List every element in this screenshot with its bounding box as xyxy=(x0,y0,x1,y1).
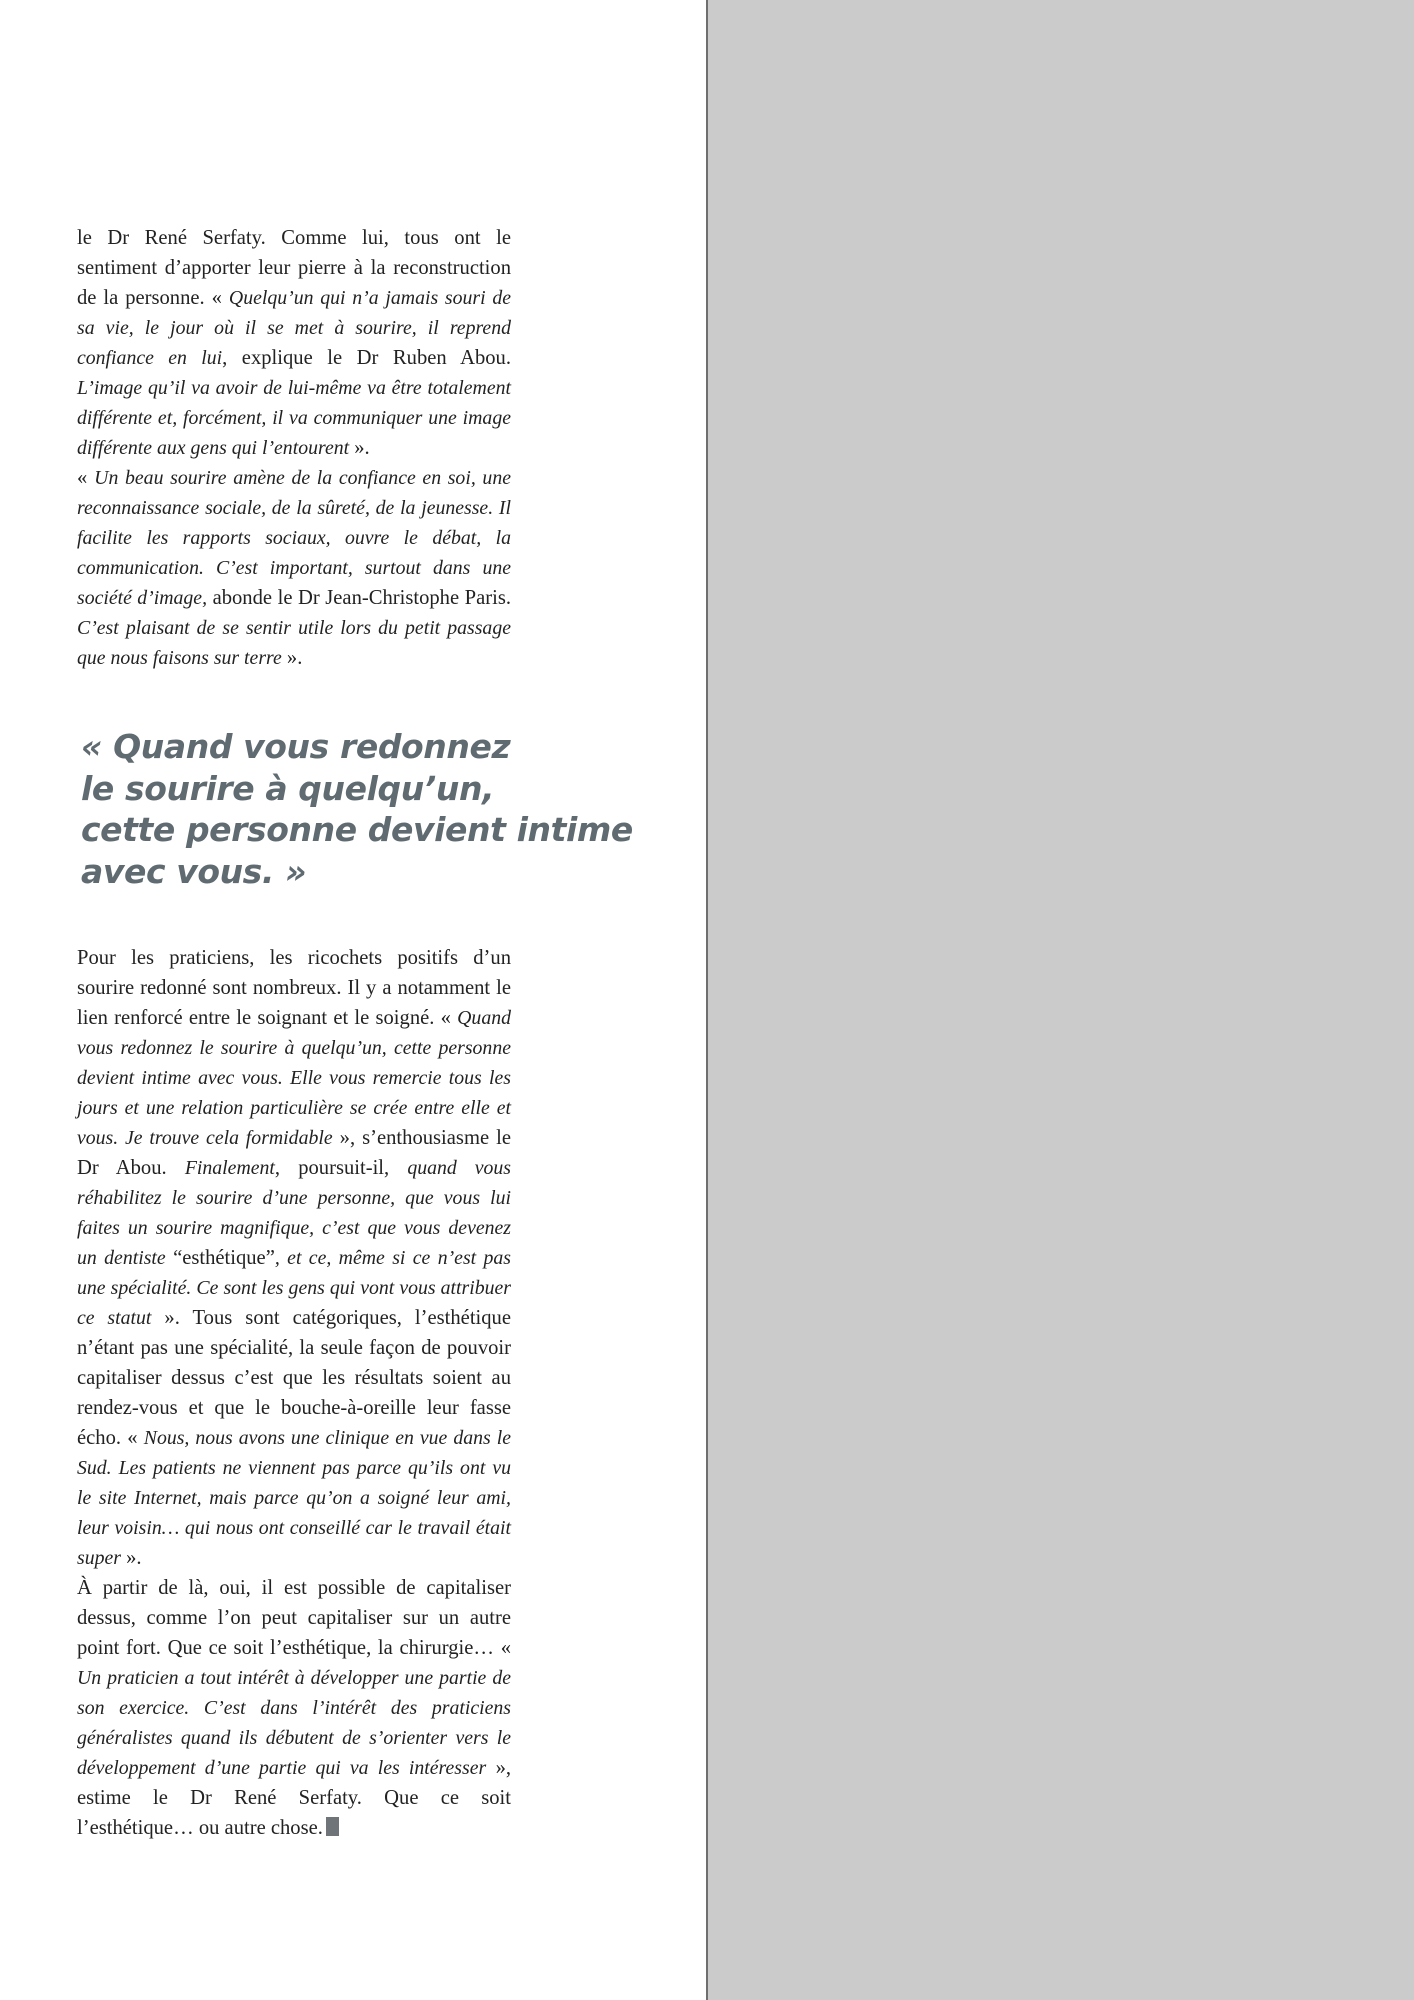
body-text: “esthétique” xyxy=(173,1247,275,1269)
quote-text: Un praticien a tout intérêt à développer une partie de son exercice. C’est dans l’intérêt des praticiens généralistes quand ils débutent de s’orienter vers le développement d’une partie qui va les intéresser xyxy=(77,1667,511,1779)
pull-quote xyxy=(81,726,633,892)
quote-text: L’image qu’il va avoir de lui-même va être totalement différente et, forcément, il va communiquer une image différente aux gens qui l’entourent xyxy=(77,377,511,459)
quote-text: C’est plaisant de se sentir utile lors du petit passage que nous faisons sur terre xyxy=(77,617,511,669)
body-text: », estime le Dr René Serfaty. Que ce soit l’esthétique… ou autre chose. xyxy=(77,1757,512,1839)
body-text: ». Tous sont catégoriques, l’esthétique n’étant pas une spécialité, la seule façon de pouvoir capitaliser dessus c’est que les résultats soient au rendez-vous et que le bouche-à-oreille leur fasse écho. « xyxy=(77,1307,511,1449)
pull-quote-line: avec vous. » xyxy=(81,851,307,891)
body-text: abonde le Dr Jean-Christophe Paris. xyxy=(207,587,511,609)
quote-text: Quelqu’un qui n’a jamais souri de sa vie, le jour où il se met à sourire, il reprend confiance en lui xyxy=(77,287,511,369)
text-page xyxy=(0,0,706,2000)
paragraph-practitioners xyxy=(77,943,511,1843)
body-text: », s’enthousiasme le Dr Abou. xyxy=(77,1127,511,1179)
body-text: , poursuit-il, xyxy=(274,1157,408,1179)
quote-text: , et ce, même si ce n’est pas une spécialité. Ce sont les gens qui vont vous attribuer ce statut xyxy=(77,1247,511,1329)
gray-side-panel xyxy=(706,0,1414,2000)
pull-quote-line: « Quand vous redonnez xyxy=(81,727,511,766)
quote-text: quand vous réhabilitez le sourire d’une personne, que vous lui faites un sourire magnifique, c’est que vous devenez un dentiste xyxy=(77,1157,511,1269)
pull-quote-line: le sourire à quelqu’un, xyxy=(81,768,495,808)
body-text: Pour les praticiens, les ricochets positifs d’un sourire redonné sont nombreux. Il y a notamment le lien renforcé entre le soignant et le soigné. « xyxy=(77,947,511,1029)
body-text: le Dr René Serfaty. Comme lui, tous ont le sentiment d’apporter leur pierre à la reconstruction de la personne. « xyxy=(77,227,511,309)
body-text: ». xyxy=(349,437,370,459)
paragraph-quotes-confidence xyxy=(77,223,511,673)
pull-quote-line: cette personne devient intime xyxy=(81,810,633,849)
quote-text: Nous, nous avons une clinique en vue dans le Sud. Les patients ne viennent pas parce qu’ils ont vu le site Internet, mais parce qu’on a soigné leur ami, leur voisin… qui nous ont conseillé car le travail était super xyxy=(77,1427,511,1569)
body-text: ». xyxy=(281,647,303,669)
quote-text: Quand vous redonnez le sourire à quelqu’un, cette personne devient intime avec vous. Elle vous remercie tous les jours et une relation particulière se crée entre elle et vous. Je trouve cela formidable xyxy=(77,1007,511,1149)
body-text: , explique le Dr Ruben Abou. xyxy=(222,347,512,369)
body-text: ». xyxy=(120,1547,142,1569)
quote-text: Un beau sourire amène de la confiance en soi, une reconnaissance sociale, de la sûreté, de la jeunesse. Il facilite les rapports sociaux, ouvre le débat, la communication. C’est important, surtout dans une société d’image, xyxy=(77,467,511,609)
body-text: « xyxy=(77,467,95,489)
body-text: À partir de là, oui, il est possible de capitaliser dessus, comme l’on peut capitaliser sur un autre point fort. Que ce soit l’esthétique, la chirurgie… « xyxy=(77,1577,511,1659)
quote-text: Finalement xyxy=(184,1157,275,1179)
end-of-article-mark xyxy=(326,1817,339,1836)
